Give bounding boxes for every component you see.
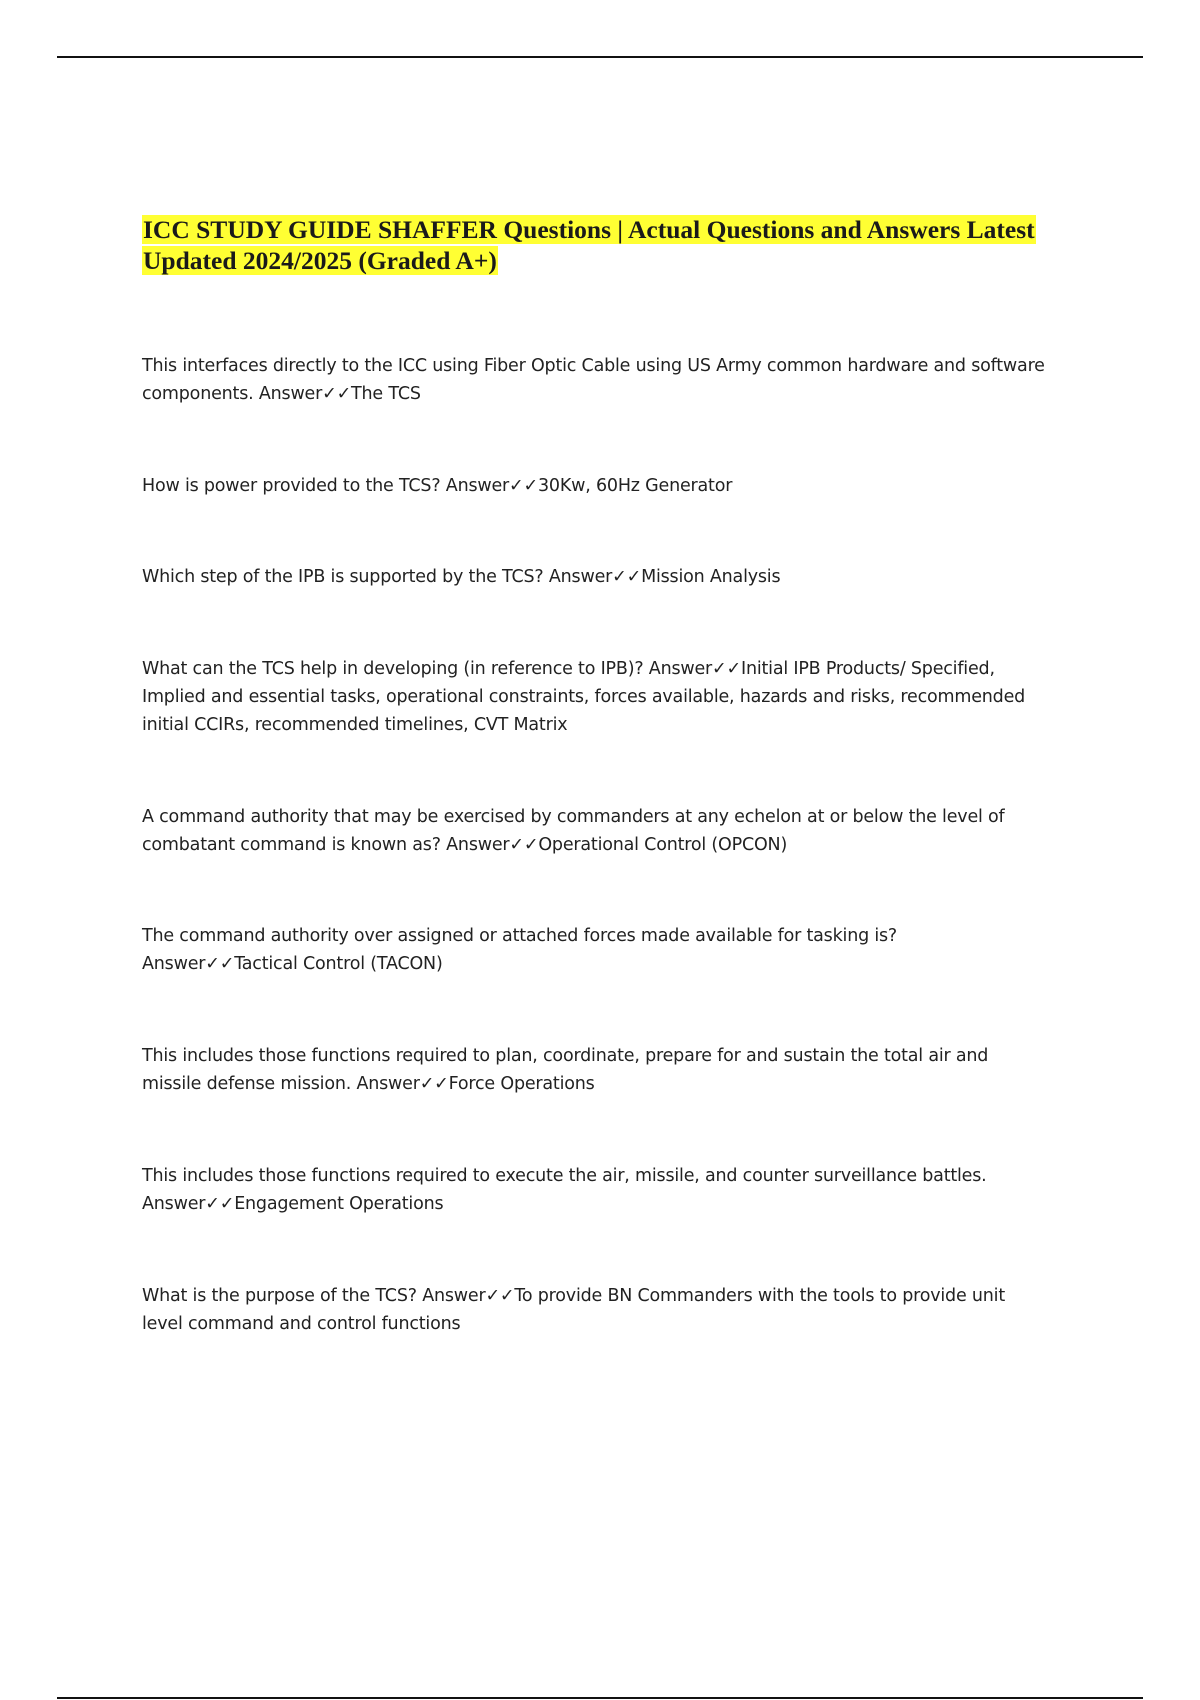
answer-text: 30Kw, 60Hz Generator	[537, 476, 733, 496]
answer-text: Operational Control (OPCON)	[538, 835, 788, 855]
question-text: This interfaces directly to the ICC using Fiber Optic Cable using US Army common hardware and software components.	[142, 356, 1045, 404]
answer-marker: Answer✓✓	[258, 384, 352, 404]
answer-marker: Answer✓✓	[548, 567, 642, 587]
answer-text: The TCS	[351, 384, 421, 404]
answer-text: Tactical Control (TACON)	[234, 954, 443, 974]
question-text: The command authority over assigned or attached forces made available for tasking is?	[142, 926, 898, 946]
answer-text: To provide BN Commanders with the tools to provide unit level command and control functions	[142, 1286, 1005, 1334]
question-text: Which step of the IPB is supported by the TCS?	[142, 567, 549, 587]
document-title	[142, 214, 1042, 276]
top-rule	[57, 56, 1143, 58]
title-highlight: ICC STUDY GUIDE SHAFFER Questions | Actual Questions and Answers Latest Updated 2024/2025 (Graded A+)	[143, 215, 1035, 275]
answer-marker: Answer✓✓	[422, 1286, 515, 1306]
qa-item	[142, 352, 1047, 408]
bottom-rule	[57, 1697, 1143, 1699]
question-text: How is power provided to the TCS?	[142, 476, 446, 496]
answer-marker: Answer✓✓	[648, 659, 741, 679]
qa-item	[142, 1042, 1047, 1098]
qa-item	[142, 803, 1047, 859]
qa-item	[142, 1162, 1047, 1218]
answer-marker: Answer✓✓	[356, 1074, 449, 1094]
qa-item	[142, 922, 1047, 978]
qa-item	[142, 1282, 1047, 1338]
question-text: What can the TCS help in developing (in reference to IPB)?	[142, 659, 649, 679]
answer-text: Force Operations	[448, 1074, 595, 1094]
answer-text: Mission Analysis	[641, 567, 781, 587]
answer-text: Initial IPB Products/ Specified, Implied and essential tasks, operational constraints, forces available, hazards and risks, recommended initial CCIRs, recommended timelines, CVT Matrix	[142, 659, 1026, 735]
qa-item	[142, 563, 1047, 591]
answer-marker: Answer✓✓	[446, 835, 539, 855]
qa-item	[142, 655, 1047, 739]
question-text: What is the purpose of the TCS?	[142, 1286, 423, 1306]
answer-text: Engagement Operations	[234, 1194, 444, 1214]
question-text: A command authority that may be exercised by commanders at any echelon at or below the level of combatant command is known as?	[142, 807, 1005, 855]
answer-marker: Answer✓✓	[142, 954, 235, 974]
answer-marker: Answer✓✓	[142, 1194, 235, 1214]
qa-item	[142, 472, 1047, 500]
answer-marker: Answer✓✓	[445, 476, 538, 496]
question-text: This includes those functions required to plan, coordinate, prepare for and sustain the total air and missile defense mission.	[142, 1046, 989, 1094]
question-text: This includes those functions required to execute the air, missile, and counter surveillance battles.	[142, 1166, 987, 1186]
